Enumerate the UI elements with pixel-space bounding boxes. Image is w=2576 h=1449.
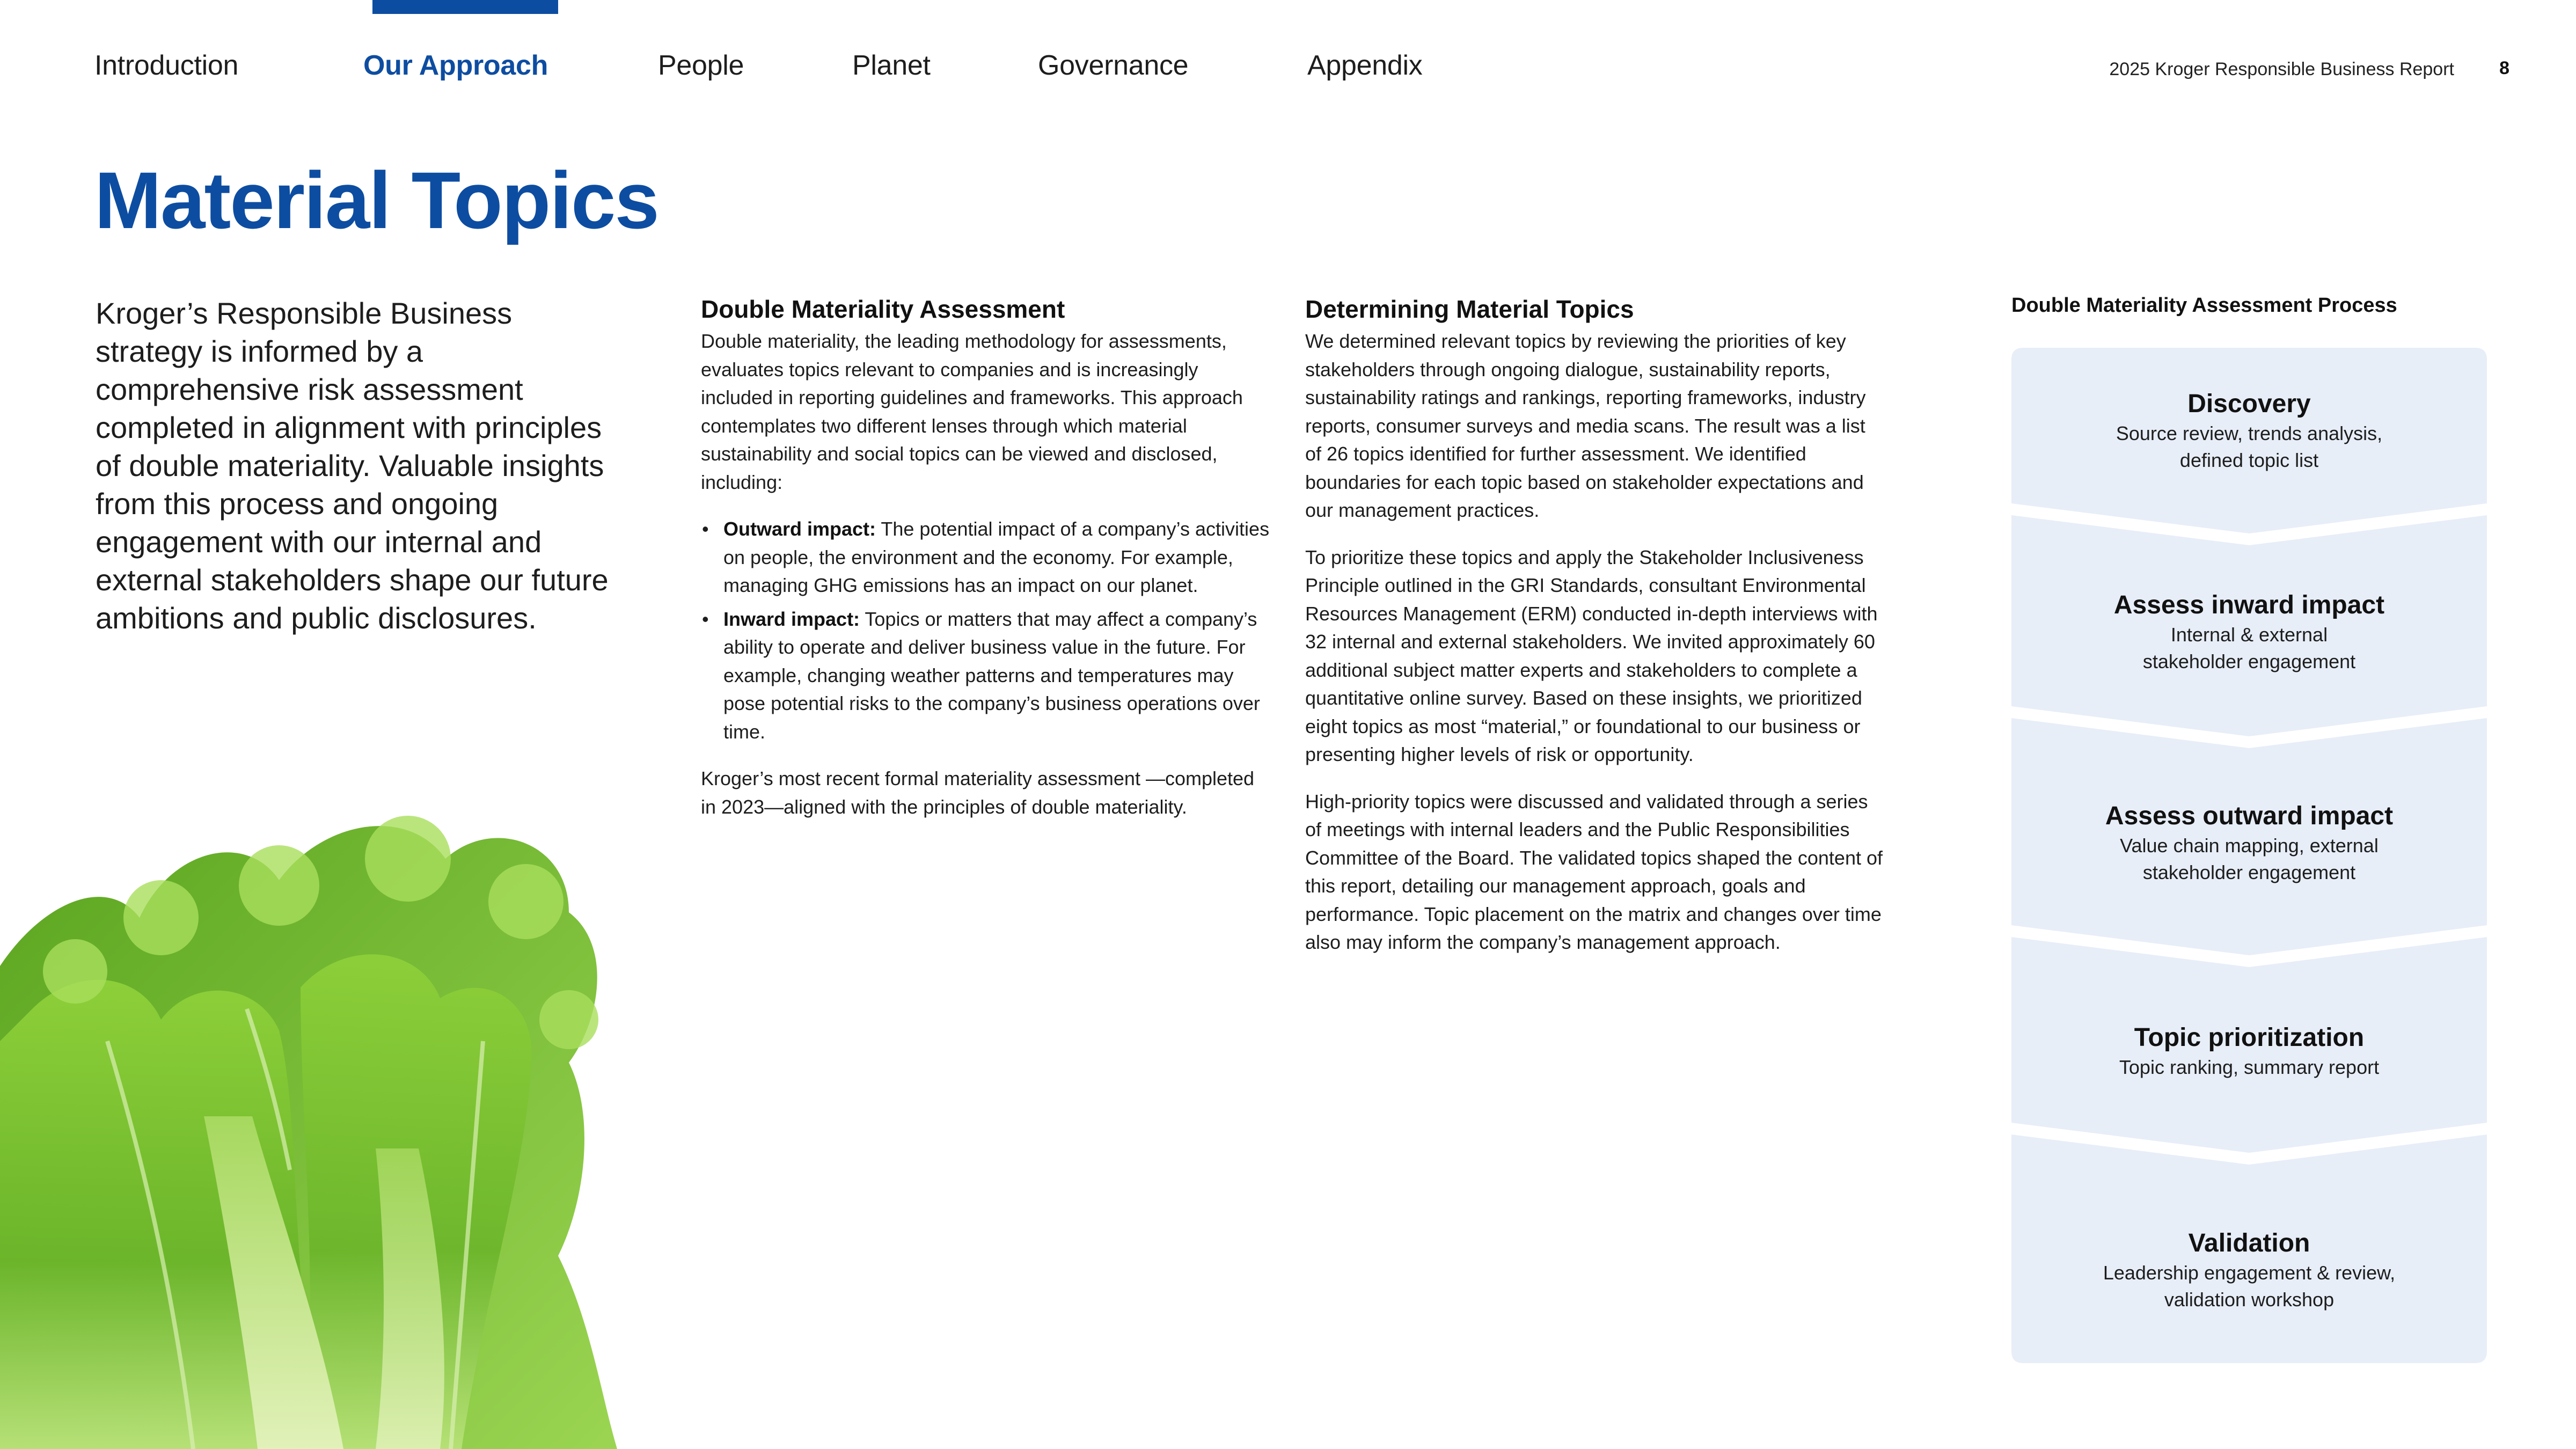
paragraph: High-priority topics were discussed and validated through a series of meetings with internal leaders and the Public Responsibilities Committee of the Board. The validated topics shaped the content of this report, detailing our management approach, goals and performance. Topic placement on the matrix and changes over time also may inform the company’s management approach.: [1305, 790, 1883, 953]
nav-tab-appendix[interactable]: Appendix: [1307, 50, 1423, 81]
section-heading: Double Materiality Assessment: [701, 295, 1065, 323]
stage-description: validation workshop: [2164, 1289, 2334, 1311]
stage-name: Assess inward impact: [2113, 591, 2385, 619]
nav-tab-governance[interactable]: Governance: [1038, 50, 1189, 81]
paragraph: Kroger’s most recent formal materiality assessment —completed in 2023—aligned with the principles of double materiality.: [701, 767, 1255, 818]
bullet-text: Topics or matters that may affect a company’s ability to operate and deliver business value in the future. For example, changing weather patterns and temperatures may pose potential risks to the company’s business operations over time.: [723, 608, 1260, 743]
stage-description: Value chain mapping, external: [2120, 835, 2379, 857]
section-heading: Determining Material Topics: [1305, 295, 1634, 323]
stage-text: [2011, 589, 2487, 675]
paragraph: To prioritize these topics and apply the Stakeholder Inclusiveness Principle outlined in the GRI Standards, consultant Environmental Resources Management (ERM) conducted in-depth interviews with 32 internal and external stakeholders. We invited approximately 60 additional subject matter experts and stakeholders to complete a quantitative online survey. Based on these insights, we prioritized eight topics as most “material,” or foundational to our business or presenting higher levels of risk or opportunity.: [1305, 546, 1878, 765]
lettuce-icon: [0, 741, 644, 1449]
nav-tab-our-approach[interactable]: Our Approach: [363, 50, 548, 81]
stage-description: defined topic list: [2179, 449, 2319, 471]
nav-tab-planet[interactable]: Planet: [852, 50, 931, 81]
list-item: [701, 515, 1270, 600]
stage-description: Source review, trends analysis,: [2116, 422, 2383, 444]
paragraph: We determined relevant topics by reviewing the priorities of key stakeholders through ongoing dialogue, sustainability reports, sustainability ratings and rankings, reporting frameworks, industry reports, consumer surveys and media scans. The result was a list of 26 topics identified for further assessment. We identified boundaries for each topic based on stakeholder expectations and our management practices.: [1305, 330, 1866, 521]
stage-name: Discovery: [2187, 390, 2311, 418]
process-stage: [2011, 937, 2487, 1153]
process-stage: [2011, 348, 2487, 533]
list-item: [701, 605, 1270, 747]
active-tab-indicator: [372, 0, 558, 14]
intro-paragraph: Kroger’s Responsible Business strategy is informed by a comprehensive risk assessment completed in alignment with principles of double materiality. Valuable insights from this process and ongoing engagement with our internal and external stakeholders shape our future ambitions and public disclosures.: [96, 296, 609, 635]
stage-name: Validation: [2188, 1229, 2310, 1257]
process-diagram: [2011, 348, 2487, 1311]
paragraph: Double materiality, the leading methodology for assessments, evaluates topics relevant to companies and is increasingly included in reporting guidelines and frameworks. This approach contemplates two different lenses through which material sustainability and social topics can be viewed and disclosed, including:: [701, 330, 1243, 493]
nav-tab-people[interactable]: People: [658, 50, 744, 81]
nav-tab-introduction[interactable]: Introduction: [94, 50, 239, 81]
stage-description: stakeholder engagement: [2142, 650, 2356, 672]
bullet-term: Inward impact:: [723, 608, 860, 630]
bullet-text: The potential impact of a company’s activities on people, the environment and the economy. For example, managing GHG emissions has an impact on our planet.: [723, 518, 1270, 596]
process-title: Double Materiality Assessment Process: [2011, 294, 2397, 317]
bullet-term: Outward impact:: [723, 518, 876, 540]
stage-text: [2011, 388, 2487, 474]
determining-topics-section: [1305, 294, 1885, 976]
stage-text: [2011, 1022, 2487, 1081]
double-materiality-section: [701, 294, 1270, 840]
page-title: Material Topics: [94, 155, 658, 245]
report-title: 2025 Kroger Responsible Business Report: [2109, 59, 2454, 79]
page-number: 8: [2499, 58, 2509, 78]
process-stage: [2011, 515, 2487, 736]
stage-description: stakeholder engagement: [2142, 861, 2356, 883]
stage-description: Leadership engagement & review,: [2103, 1262, 2396, 1284]
stage-name: Assess outward impact: [2105, 802, 2394, 830]
stage-description: Topic ranking, summary report: [2119, 1056, 2380, 1078]
stage-name: Topic prioritization: [2134, 1023, 2365, 1052]
stage-text: [2011, 800, 2487, 886]
top-navigation: [0, 0, 2576, 107]
stage-text: [2011, 1227, 2487, 1313]
impact-list: [701, 515, 1270, 746]
stage-description: Internal & external: [2170, 624, 2328, 646]
process-stage: [2011, 1135, 2487, 1363]
process-stage: [2011, 718, 2487, 955]
